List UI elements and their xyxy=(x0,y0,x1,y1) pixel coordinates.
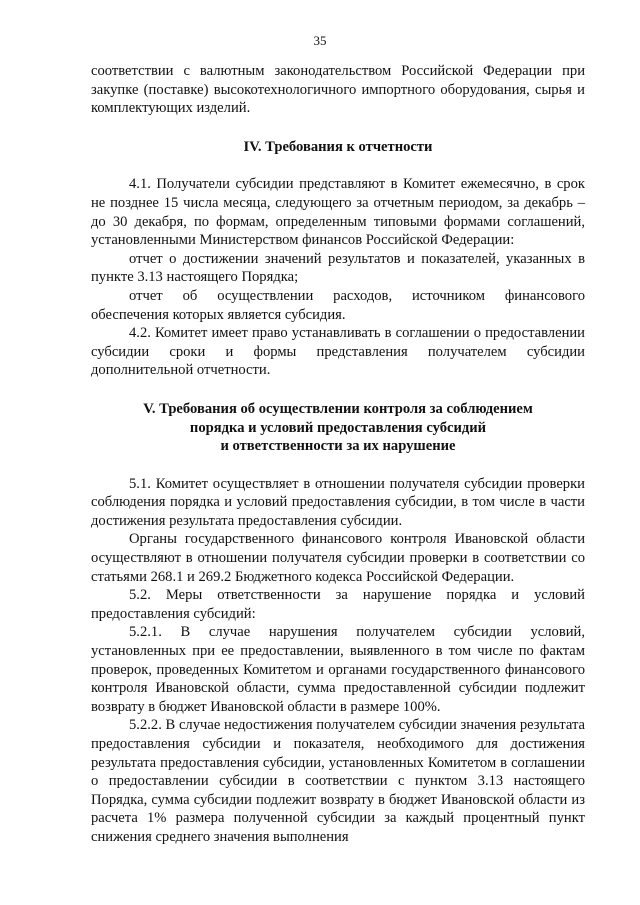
paragraph-5-1: 5.1. Комитет осуществляет в отношении получателя субсидии проверки соблюдения порядка и условий предоставления субсидии, в том числе в части достижения результата предоставления субсидии. xyxy=(91,475,585,529)
paragraph-4-2: 4.2. Комитет имеет право устанавливать в соглашении о предоставлении субсидии сроки и формы представления получателем субсидии дополнительной отчетности. xyxy=(91,325,585,379)
section-5-heading-line-2: порядка и условий предоставления субсидий xyxy=(189,419,487,436)
paragraph-report-expenses: отчет об осуществлении расходов, источником финансового обеспечения которых является субсидия. xyxy=(91,287,585,323)
paragraph-4-1: 4.1. Получатели субсидии представляют в Комитет ежемесячно, в срок не позднее 15 числа месяца, следующего за отчетным периодом, за декабрь – до 30 декабря, по формам, определенным типовыми формами соглашений, установленными Министерством финансов Российской Федерации: xyxy=(91,176,585,249)
page-content xyxy=(91,62,585,847)
intro-paragraph: соответствии с валютным законодательством Российской Федерации при закупке (поставке) высокотехнологичного импортного оборудования, сырья и комплектующих изделий. xyxy=(91,63,585,117)
paragraph-control-bodies: Органы государственного финансового контроля Ивановской области осуществляют в отношении получателя субсидии проверки в соответствии со статьями 268.1 и 269.2 Бюджетного кодекса Российской Федерации. xyxy=(91,531,585,585)
section-5-heading xyxy=(91,400,585,456)
page-number: 35 xyxy=(313,33,327,48)
section-4-heading: IV. Требования к отчетности xyxy=(243,138,433,155)
paragraph-5-2-1: 5.2.1. В случае нарушения получателем субсидии условий, установленных при ее предоставлении, выявленного в том числе по фактам проверок, проведенных Комитетом и органами государственного финансового контроля Ивановской области, сумма предоставленной субсидии подлежит возврату в бюджет Ивановской области в размере 100%. xyxy=(91,624,585,715)
paragraph-5-2-2: 5.2.2. В случае недостижения получателем субсидии значения результата предоставления субсидии и показателя, необходимого для достижения результата предоставления субсидии, установленных Комитетом в соглашении о предоставлении субсидии в соответствии с пунктом 3.13 настоящего Порядка, сумма субсидии подлежит возврату в бюджет Ивановской области из расчета 1% размера полученной субсидии за каждый процентный пункт снижения среднего значения выполнения xyxy=(91,717,585,845)
section-5-heading-line-1: V. Требования об осуществлении контроля за соблюдением xyxy=(143,400,533,417)
paragraph-report-results: отчет о достижении значений результатов и показателей, указанных в пункте 3.13 настоящего Порядка; xyxy=(91,250,585,286)
section-5-heading-line-3: и ответственности за их нарушение xyxy=(220,438,456,455)
paragraph-5-2: 5.2. Меры ответственности за нарушение порядка и условий предоставления субсидий: xyxy=(91,587,585,622)
